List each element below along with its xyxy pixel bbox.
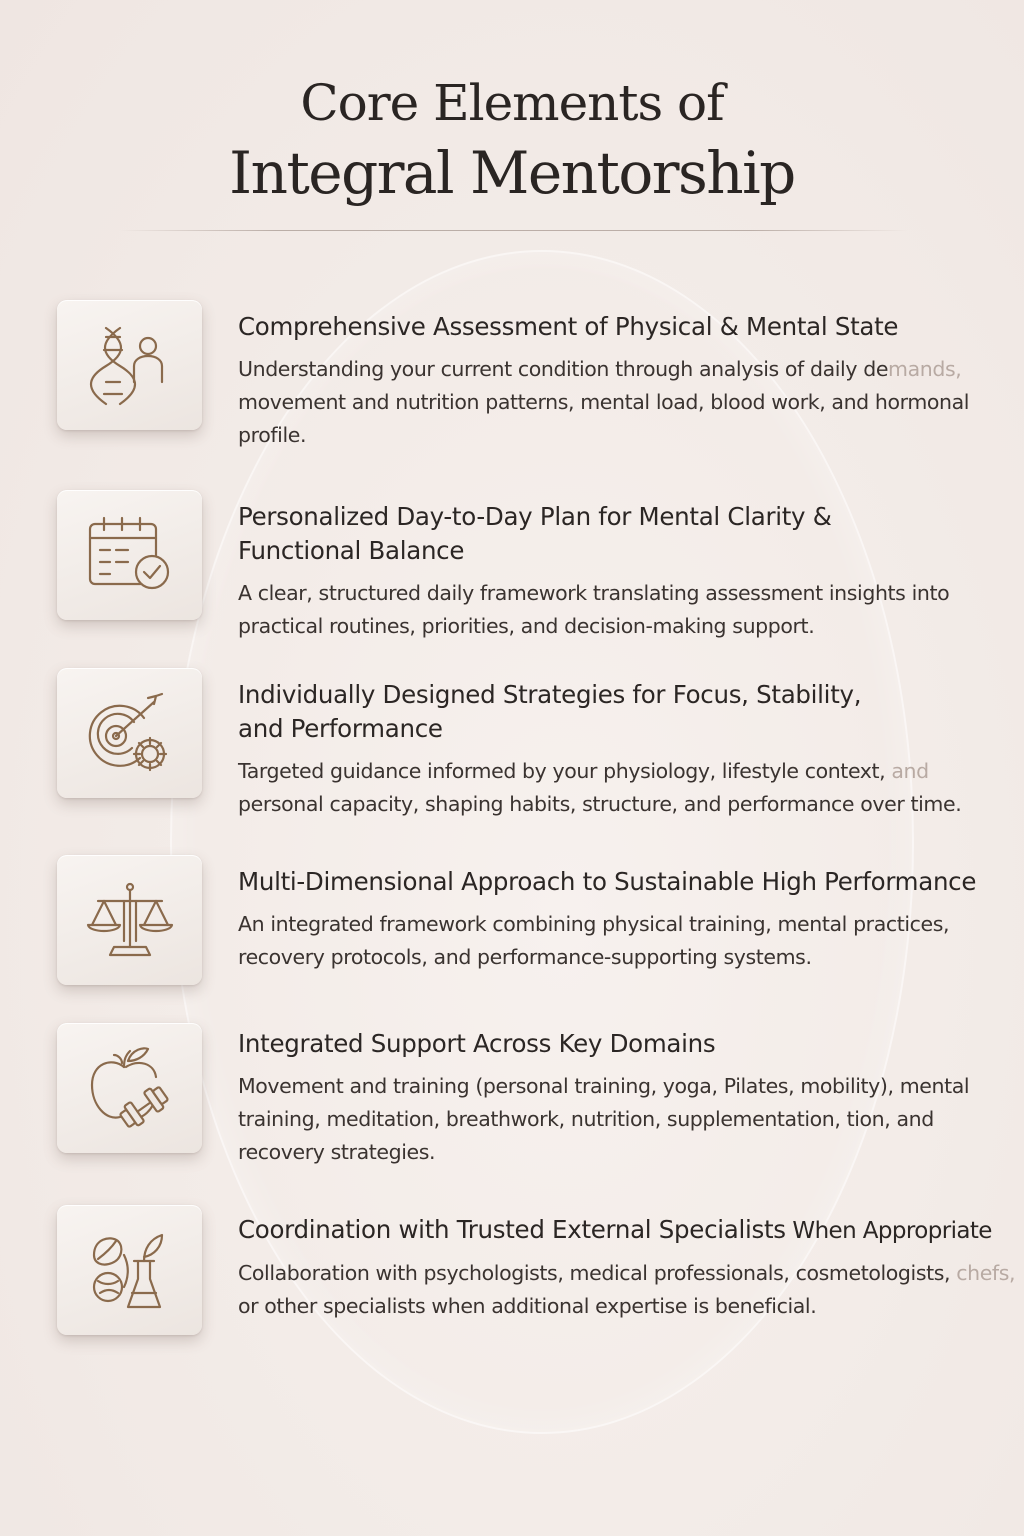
herbs-flask-icon — [84, 1225, 176, 1317]
item-description: Collaboration with psychologists, medical professionals, cosmetologists, chefs, or other specialists when additional expertise is beneficial. — [238, 1261, 1016, 1318]
title-divider — [118, 230, 908, 231]
item-title: Multi-Dimensional Approach to Sustainable High Performance — [238, 867, 977, 896]
icon-tile — [57, 490, 202, 620]
item-description: Targeted guidance informed by your physiology, lifestyle context, and personal capacity, shaping habits, structure, and performance over time. — [238, 759, 962, 816]
dna-person-icon — [84, 320, 176, 412]
title-line-2: Integral Mentorship — [229, 139, 795, 207]
item-description: Movement and training (personal training, yoga, Pilates, mobility), mental training, meditation, breathwork, nutrition, supplementation, tion, and recovery strategies. — [238, 1074, 970, 1164]
item-description: Understanding your current condition through analysis of daily demands, movement and nutrition patterns, mental load, blood work, and hormonal profile. — [238, 357, 970, 447]
item-title: Comprehensive Assessment of Physical & Mental State — [238, 312, 899, 341]
item-description: An integrated framework combining physical training, mental practices, recovery protocols, and performance-supporting systems. — [238, 912, 950, 969]
icon-tile — [57, 855, 202, 985]
target-gear-icon — [84, 688, 176, 780]
item-description: A clear, structured daily framework translating assessment insights into practical routines, priorities, and decision-making support. — [238, 581, 950, 638]
calendar-check-icon — [84, 510, 176, 602]
icon-tile — [57, 668, 202, 798]
page-title — [0, 70, 1024, 210]
icon-tile — [57, 300, 202, 430]
item-title: Coordination with Trusted External Specialists When Appropriate — [238, 1215, 992, 1244]
item-title: Individually Designed Strategies for Focus, Stability, and Performance — [238, 680, 862, 743]
icon-tile — [57, 1205, 202, 1335]
apple-dumbbell-icon — [84, 1043, 176, 1135]
balance-scale-icon — [84, 875, 176, 967]
title-line-1: Core Elements of — [300, 74, 724, 132]
item-title: Personalized Day-to-Day Plan for Mental Clarity & Functional Balance — [238, 502, 832, 565]
item-title: Integrated Support Across Key Domains — [238, 1029, 716, 1058]
icon-tile — [57, 1023, 202, 1153]
